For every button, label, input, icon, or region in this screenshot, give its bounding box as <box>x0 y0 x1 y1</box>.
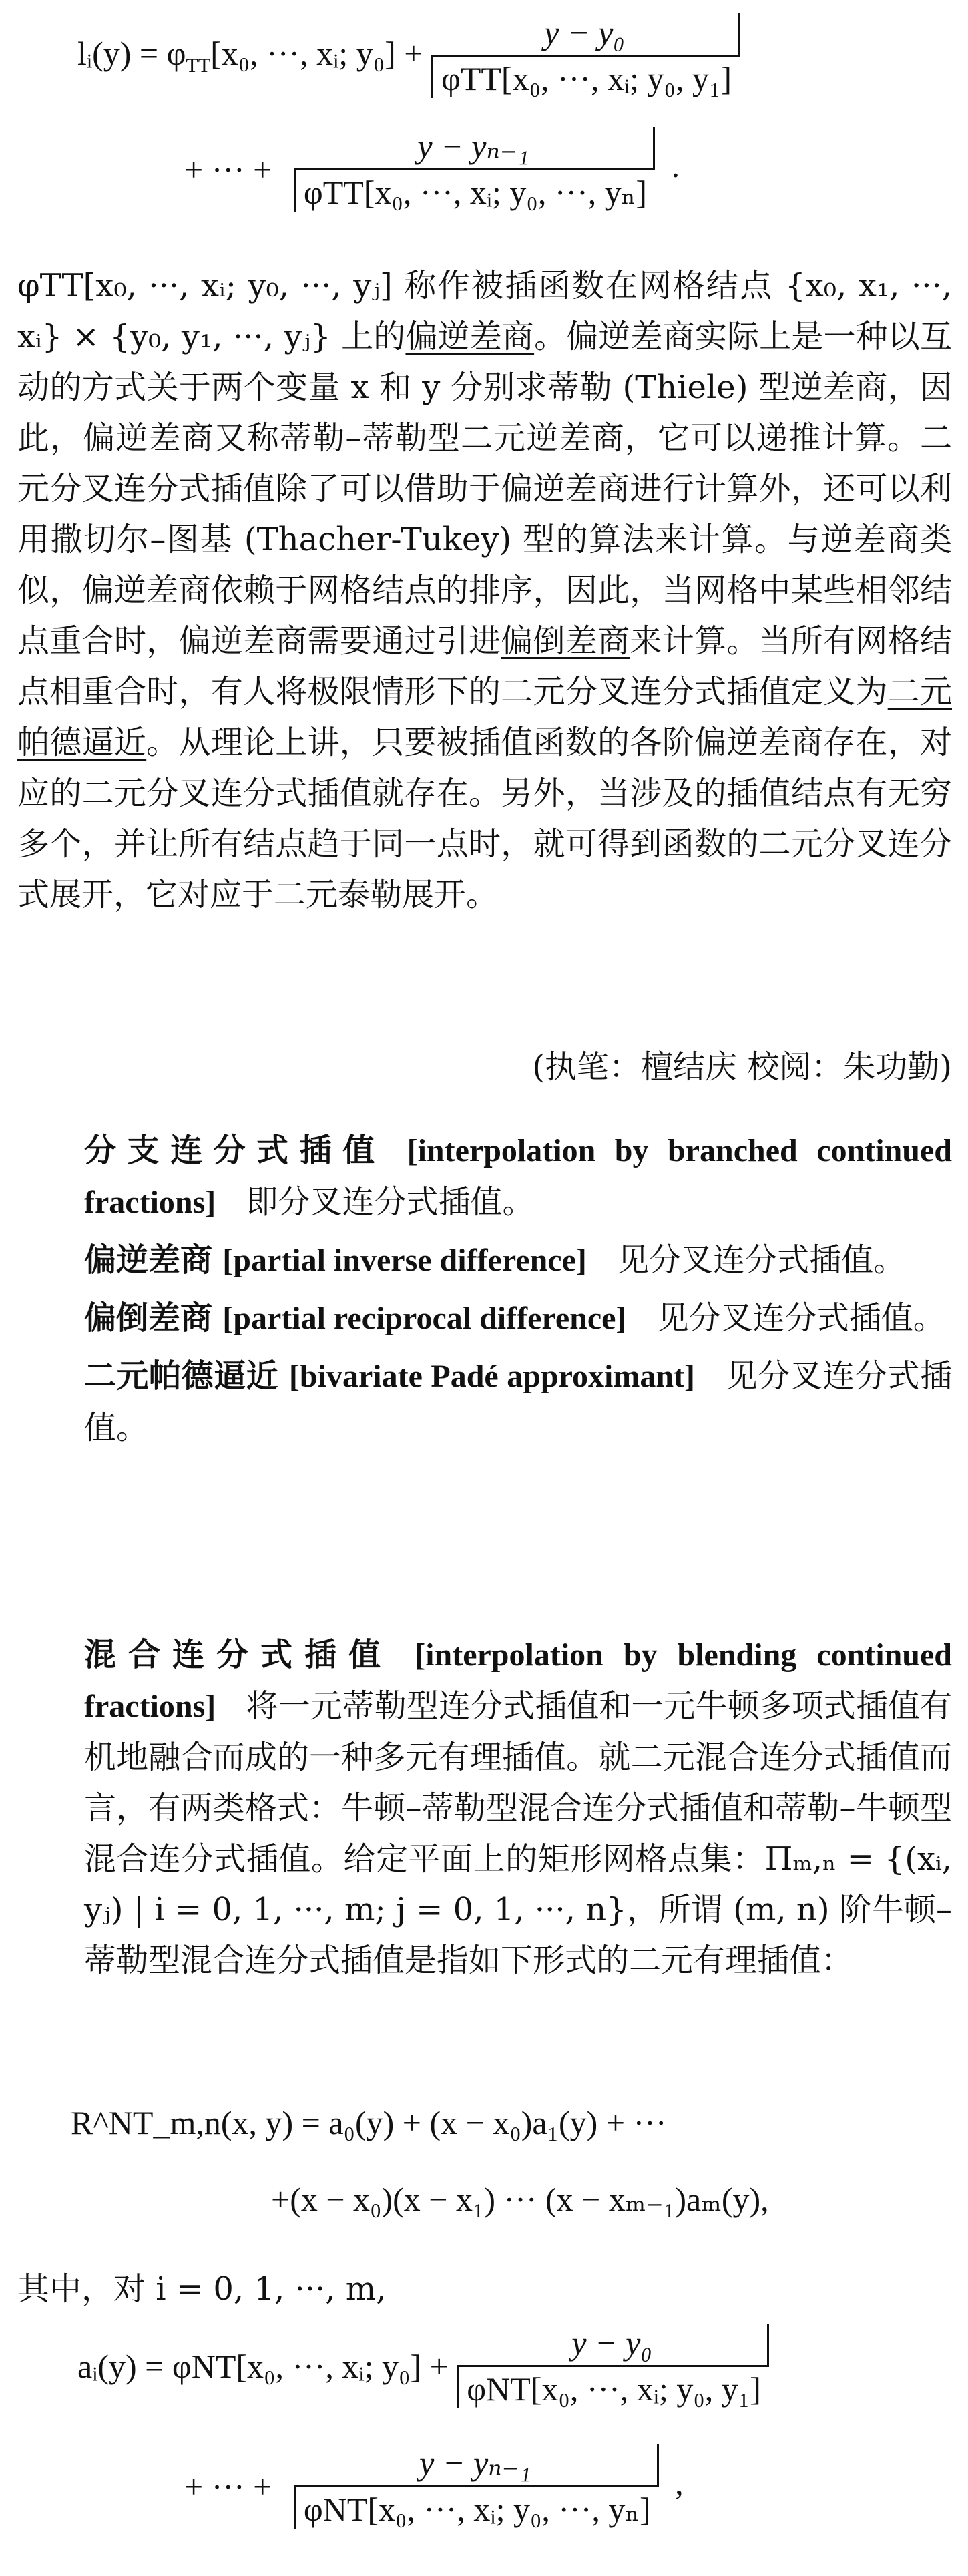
eq-a-fraction-1 <box>457 2324 777 2408</box>
eq-l-fraction-2 <box>294 127 663 212</box>
eq-a-line2-lead: + ··· + <box>184 2467 272 2505</box>
eq-a-frac1-denominator: φNT[x₀, ···, xᵢ; y₀, y₁] <box>457 2367 769 2408</box>
equation-l-i <box>77 13 748 114</box>
eq-a-line2-tail: , <box>675 2463 684 2501</box>
term-partial-reciprocal-difference: 偏倒差商 <box>501 622 630 660</box>
entry-bivariate-pade: 二元帕德逼近 [bivariate Padé approximant] 见分叉连分式插值。 <box>84 1357 952 1446</box>
eq-l-frac2-numerator: y − yₙ₋₁ <box>294 127 655 170</box>
eq-l-lhs: lᵢ(y) = $\varphi_{TT}[x_0$, ···, xᵢ; y₀] + <box>77 35 423 77</box>
equation-R-NT: R^NT_m,n(x, y) = a₀(y) + (x − x₀)a₁(y) + ··· <box>71 2104 667 2141</box>
eq-l-frac1-denominator: φTT[x₀, ···, xᵢ; y₀, y₁] <box>431 57 740 98</box>
eq-a-lhs: aᵢ(y) = φNT[x₀, ···, xᵢ; y₀] + <box>77 2347 449 2385</box>
eq-l-line2-lead: + ··· + <box>184 150 272 188</box>
equation-a-i-continued <box>184 2444 684 2529</box>
paragraph-partial-inverse-difference: φTT[x₀, ···, xᵢ; y₀, ···, yⱼ] 称作被插函数在网格结点 {x₀, x₁, ···, xᵢ} × {y₀, y₁, ···, yⱼ} 上的偏逆差商。偏逆差商实际上是一种以互动的方式关于两个变量 x 和 y 分别求蒂勒 (Thiele) 型逆差商，因此，偏逆差商又称蒂勒–蒂勒型二元逆差商，它可以递推计算。二元分叉连分式插值除了可以借助于偏逆差商进行计算外，还可以利用撒切尔–图基 (Thacher-Tukey) 型的算法来计算。与逆差商类似，偏逆差商依赖于网格结点的排序，因此，当网格中某些相邻结点重合时，偏逆差商需要通过引进偏倒差商来计算。当所有网格结点相重合时，有人将极限情形下的二元分叉连分式插值定义为二元帕德逼近。从理论上讲，只要被插值函数的各阶偏逆差商存在，对应的二元分叉连分式插值就存在。另外，当涉及的插值结点有无穷多个，并让所有结点趋于同一点时，就可得到函数的二元分叉连分式展开，它对应于二元泰勒展开。 <box>17 267 952 913</box>
where-clause: 其中，对 i = 0, 1, ···, m, <box>17 2270 387 2308</box>
entry-partial-inverse-difference: 偏逆差商 [partial inverse difference] 见分叉连分式插值。 <box>84 1241 906 1279</box>
eq-l-fraction-1 <box>431 13 748 98</box>
eq-l-frac2-denominator: φTT[x₀, ···, xᵢ; y₀, ···, yₙ] <box>294 170 655 212</box>
eq-l-frac1-numerator: y − y₀ <box>431 13 740 57</box>
eq-a-frac2-denominator: φNT[x₀, ···, xᵢ; y₀, ···, yₙ] <box>294 2487 659 2529</box>
entry-blending-cf: 混合连分式插值 [interpolation by blending continued fractions] 将一元蒂勒型连分式插值和一元牛顿多项式插值有机地融合而成的一种多元有理插值。就二元混合连分式插值而言，有两类格式：牛顿–蒂勒型混合连分式插值和蒂勒–牛顿型混合连分式插值。给定平面上的矩形网格点集：Πₘ,ₙ = {(xᵢ, yⱼ) | i = 0, 1, ···, m; j = 0, 1, ···, n}，所谓 (m, n) 阶牛顿–蒂勒型混合连分式插值是指如下形式的二元有理插值： <box>84 1636 952 1979</box>
entry-branched-cf: 分支连分式插值 [interpolation by branched continued fractions] 即分叉连分式插值。 <box>84 1132 952 1221</box>
term-partial-inverse-difference: 偏逆差商 <box>405 318 535 355</box>
term-bivariate-pade: 二元帕德逼近 <box>17 673 952 761</box>
equation-a-i <box>77 2324 777 2408</box>
entry-list <box>17 1125 952 1453</box>
eq-a-frac1-numerator: y − y₀ <box>457 2324 769 2367</box>
eq-l-line2-tail: . <box>671 146 680 184</box>
author-credit: (执笔：檀结庆 校阅：朱功勤) <box>532 1048 952 1086</box>
equation-R-NT-continued: +(x − x₀)(x − x₁) ··· (x − xₘ₋₁)aₘ(y), <box>271 2181 769 2218</box>
equation-l-i-continued <box>184 127 680 212</box>
entry-partial-reciprocal-difference: 偏倒差商 [partial reciprocal difference] 见分叉连分式插值。 <box>84 1299 945 1337</box>
eq-a-frac2-numerator: y − yₙ₋₁ <box>294 2444 659 2487</box>
eq-a-fraction-2 <box>294 2444 667 2529</box>
document-page <box>17 0 952 2576</box>
